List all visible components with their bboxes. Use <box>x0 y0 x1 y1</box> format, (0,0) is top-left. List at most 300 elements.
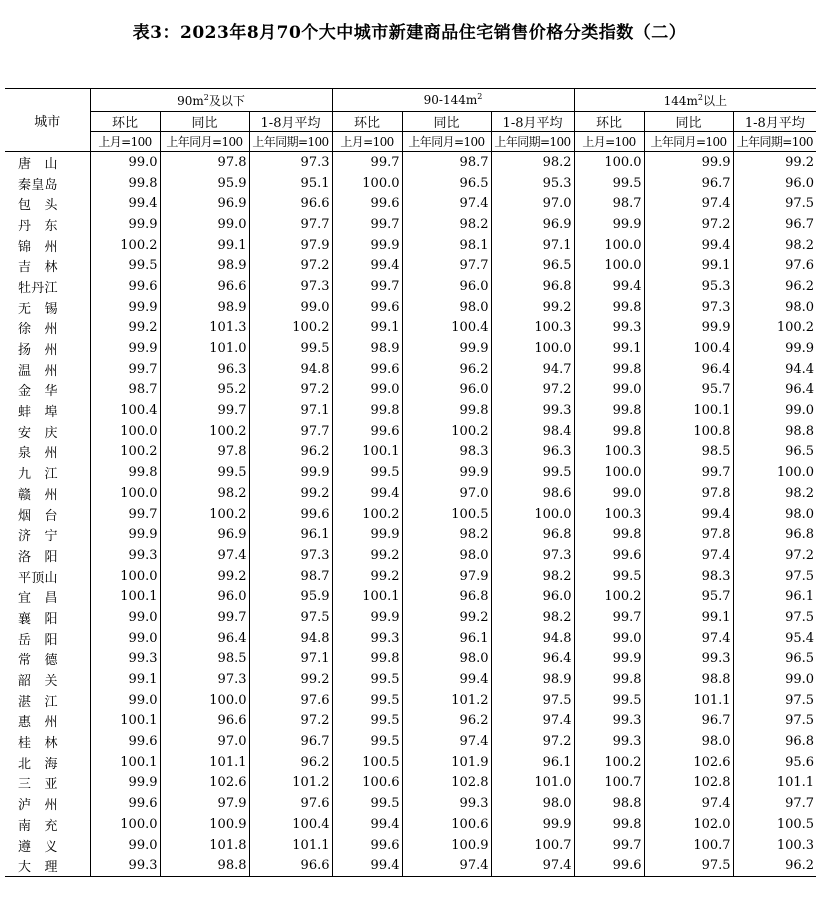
index-value: 99.6 <box>90 731 160 752</box>
city-name: 蚌埠 <box>18 405 58 421</box>
index-value: 99.9 <box>644 318 733 339</box>
index-value: 100.9 <box>402 835 491 856</box>
index-value: 96.0 <box>491 586 574 607</box>
metric-header: 1-8月平均 <box>733 112 816 132</box>
index-value: 97.5 <box>733 566 816 587</box>
index-value: 99.7 <box>90 504 160 525</box>
index-value: 96.9 <box>160 193 249 214</box>
index-value: 99.2 <box>249 483 332 504</box>
table-row <box>5 793 816 814</box>
index-value: 100.0 <box>574 235 644 256</box>
group-header-medium <box>332 89 574 112</box>
index-value: 99.9 <box>90 773 160 794</box>
index-value: 99.7 <box>644 462 733 483</box>
city-name: 赣州 <box>18 487 58 503</box>
index-value: 99.5 <box>90 255 160 276</box>
index-value: 96.6 <box>249 855 332 876</box>
index-value: 99.9 <box>90 297 160 318</box>
city-name: 秦皇岛 <box>18 177 58 193</box>
index-value: 99.3 <box>574 711 644 732</box>
index-value: 97.3 <box>160 669 249 690</box>
table-row <box>5 400 816 421</box>
index-value: 99.0 <box>90 835 160 856</box>
index-value: 100.6 <box>332 773 402 794</box>
index-value: 96.0 <box>160 586 249 607</box>
index-value: 102.0 <box>644 814 733 835</box>
index-value: 99.6 <box>332 297 402 318</box>
index-value: 99.2 <box>733 152 816 173</box>
city-name: 安庆 <box>18 425 58 441</box>
city-name: 岳阳 <box>18 632 58 648</box>
index-value: 99.5 <box>574 173 644 194</box>
index-value: 99.4 <box>644 235 733 256</box>
table-row <box>5 607 816 628</box>
index-value: 99.3 <box>90 545 160 566</box>
group-sup: 2 <box>477 92 483 101</box>
index-value: 102.6 <box>644 752 733 773</box>
index-value: 98.7 <box>574 193 644 214</box>
index-value: 98.9 <box>332 338 402 359</box>
index-value: 99.4 <box>90 193 160 214</box>
index-value: 97.4 <box>402 855 491 876</box>
index-value: 96.9 <box>491 214 574 235</box>
index-value: 97.7 <box>733 793 816 814</box>
base-header: 上年同月=100 <box>160 132 249 152</box>
index-value: 96.1 <box>733 586 816 607</box>
city-name: 丹东 <box>18 218 58 234</box>
city-name: 无锡 <box>18 301 58 317</box>
city-name: 平顶山 <box>18 570 58 586</box>
base-header: 上年同期=100 <box>733 132 816 152</box>
city-name: 锦州 <box>18 239 58 255</box>
index-value: 99.9 <box>574 214 644 235</box>
index-value: 99.0 <box>90 152 160 173</box>
index-value: 96.6 <box>249 193 332 214</box>
index-value: 99.0 <box>90 628 160 649</box>
index-value: 99.0 <box>733 669 816 690</box>
index-value: 99.2 <box>332 566 402 587</box>
table-row <box>5 193 816 214</box>
table-row <box>5 855 816 876</box>
index-value: 99.0 <box>90 607 160 628</box>
index-value: 100.7 <box>574 773 644 794</box>
index-value: 100.3 <box>574 442 644 463</box>
index-value: 95.4 <box>733 628 816 649</box>
index-value: 99.2 <box>160 566 249 587</box>
group-header-large <box>574 89 816 112</box>
city-name: 宜昌 <box>18 591 58 607</box>
index-value: 97.4 <box>644 545 733 566</box>
index-value: 97.6 <box>249 793 332 814</box>
group-sup: 2 <box>203 92 209 102</box>
index-value: 99.8 <box>332 400 402 421</box>
index-value: 96.2 <box>402 711 491 732</box>
index-value: 96.5 <box>733 442 816 463</box>
index-value: 99.7 <box>160 400 249 421</box>
table-row <box>5 173 816 194</box>
index-value: 99.6 <box>332 359 402 380</box>
metric-header: 1-8月平均 <box>491 112 574 132</box>
index-value: 99.6 <box>332 835 402 856</box>
city-name: 吉林 <box>18 260 58 276</box>
table-row <box>5 773 816 794</box>
index-value: 99.8 <box>574 421 644 442</box>
table-row <box>5 669 816 690</box>
index-value: 99.7 <box>574 835 644 856</box>
index-value: 98.8 <box>160 855 249 876</box>
index-value: 99.0 <box>733 400 816 421</box>
index-value: 99.4 <box>332 814 402 835</box>
index-value: 98.0 <box>402 649 491 670</box>
index-value: 97.4 <box>402 731 491 752</box>
index-value: 98.2 <box>491 566 574 587</box>
table-row <box>5 504 816 525</box>
index-value: 98.1 <box>402 235 491 256</box>
table-body <box>5 152 816 877</box>
index-value: 99.7 <box>332 152 402 173</box>
index-value: 96.2 <box>249 752 332 773</box>
index-value: 96.7 <box>644 711 733 732</box>
index-value: 100.5 <box>402 504 491 525</box>
index-value: 99.3 <box>574 318 644 339</box>
metric-header: 同比 <box>160 112 249 132</box>
index-value: 99.0 <box>249 297 332 318</box>
index-value: 100.0 <box>160 690 249 711</box>
index-value: 96.8 <box>491 276 574 297</box>
index-value: 98.9 <box>160 255 249 276</box>
index-value: 99.9 <box>90 338 160 359</box>
index-value: 97.1 <box>491 235 574 256</box>
index-value: 99.3 <box>90 649 160 670</box>
index-value: 99.2 <box>249 669 332 690</box>
city-name: 洛阳 <box>18 549 58 565</box>
index-value: 97.1 <box>249 400 332 421</box>
index-value: 99.9 <box>249 462 332 483</box>
index-value: 97.3 <box>644 297 733 318</box>
index-value: 96.0 <box>402 276 491 297</box>
index-value: 97.7 <box>249 214 332 235</box>
index-value: 97.4 <box>160 545 249 566</box>
index-value: 97.8 <box>160 152 249 173</box>
index-value: 96.9 <box>160 524 249 545</box>
index-value: 98.2 <box>402 214 491 235</box>
index-value: 98.0 <box>402 297 491 318</box>
table-row <box>5 524 816 545</box>
index-value: 100.5 <box>332 752 402 773</box>
index-value: 99.8 <box>574 400 644 421</box>
index-value: 98.8 <box>733 421 816 442</box>
index-value: 99.8 <box>574 359 644 380</box>
index-value: 95.7 <box>644 586 733 607</box>
city-name: 包头 <box>18 198 58 214</box>
city-name: 湛江 <box>18 694 58 710</box>
index-value: 100.3 <box>574 504 644 525</box>
index-value: 96.8 <box>491 524 574 545</box>
table-row <box>5 235 816 256</box>
index-value: 101.0 <box>160 338 249 359</box>
index-value: 101.9 <box>402 752 491 773</box>
index-value: 95.3 <box>644 276 733 297</box>
metric-header: 环比 <box>574 112 644 132</box>
index-value: 99.0 <box>574 380 644 401</box>
index-value: 100.2 <box>733 318 816 339</box>
index-value: 96.1 <box>491 752 574 773</box>
index-value: 96.5 <box>491 255 574 276</box>
base-header: 上月=100 <box>90 132 160 152</box>
index-value: 96.4 <box>160 628 249 649</box>
index-value: 99.8 <box>574 669 644 690</box>
city-name: 大理 <box>5 855 90 876</box>
table-row <box>5 649 816 670</box>
index-value: 97.2 <box>249 711 332 732</box>
index-value: 98.2 <box>733 235 816 256</box>
index-value: 97.4 <box>644 193 733 214</box>
index-value: 97.7 <box>402 255 491 276</box>
group-suffix: 及以下 <box>208 93 245 108</box>
index-value: 100.4 <box>249 814 332 835</box>
index-value: 99.5 <box>491 462 574 483</box>
city-name: 牡丹江 <box>18 280 58 296</box>
index-value: 99.7 <box>332 276 402 297</box>
index-value: 99.9 <box>90 524 160 545</box>
index-value: 100.1 <box>332 442 402 463</box>
index-value: 96.1 <box>402 628 491 649</box>
index-value: 99.2 <box>332 545 402 566</box>
table-row <box>5 752 816 773</box>
index-value: 100.0 <box>574 255 644 276</box>
index-value: 99.4 <box>332 855 402 876</box>
index-value: 98.0 <box>644 731 733 752</box>
table-row <box>5 731 816 752</box>
group-suffix: 以上 <box>702 93 727 108</box>
index-value: 99.3 <box>574 731 644 752</box>
index-value: 100.0 <box>90 421 160 442</box>
city-name: 泸州 <box>18 798 58 814</box>
index-value: 99.4 <box>332 483 402 504</box>
index-value: 96.0 <box>733 173 816 194</box>
index-value: 99.9 <box>644 152 733 173</box>
index-value: 98.2 <box>402 524 491 545</box>
index-value: 101.1 <box>160 752 249 773</box>
index-value: 99.6 <box>332 193 402 214</box>
index-value: 99.9 <box>402 338 491 359</box>
index-value: 94.4 <box>733 359 816 380</box>
table-row <box>5 380 816 401</box>
index-value: 97.2 <box>491 731 574 752</box>
index-value: 97.4 <box>644 793 733 814</box>
table-row <box>5 545 816 566</box>
index-value: 99.1 <box>644 607 733 628</box>
metric-header: 同比 <box>402 112 491 132</box>
index-value: 99.5 <box>574 566 644 587</box>
index-value: 96.4 <box>491 649 574 670</box>
index-value: 100.8 <box>644 421 733 442</box>
index-value: 100.0 <box>90 814 160 835</box>
table-row <box>5 566 816 587</box>
index-value: 99.9 <box>574 649 644 670</box>
index-value: 99.6 <box>574 855 644 876</box>
metric-header: 环比 <box>90 112 160 132</box>
index-value: 97.3 <box>249 152 332 173</box>
base-header: 上年同月=100 <box>402 132 491 152</box>
index-value: 97.2 <box>733 545 816 566</box>
index-value: 98.7 <box>90 380 160 401</box>
table-row <box>5 421 816 442</box>
index-value: 99.6 <box>332 421 402 442</box>
index-value: 98.5 <box>160 649 249 670</box>
index-value: 99.4 <box>332 255 402 276</box>
index-value: 100.5 <box>733 814 816 835</box>
index-value: 100.1 <box>90 711 160 732</box>
index-value: 97.6 <box>249 690 332 711</box>
index-value: 100.0 <box>90 483 160 504</box>
index-value: 100.2 <box>249 318 332 339</box>
index-value: 100.9 <box>160 814 249 835</box>
index-value: 100.0 <box>491 338 574 359</box>
index-value: 97.7 <box>249 421 332 442</box>
index-value: 96.7 <box>249 731 332 752</box>
index-value: 99.6 <box>249 504 332 525</box>
index-value: 97.3 <box>249 276 332 297</box>
index-value: 101.1 <box>249 835 332 856</box>
index-value: 98.0 <box>402 545 491 566</box>
city-name: 金华 <box>18 384 58 400</box>
index-value: 97.9 <box>160 793 249 814</box>
index-value: 95.3 <box>491 173 574 194</box>
index-value: 97.3 <box>249 545 332 566</box>
index-value: 96.3 <box>491 442 574 463</box>
index-value: 99.5 <box>332 462 402 483</box>
table-row <box>5 483 816 504</box>
index-value: 94.8 <box>249 359 332 380</box>
index-value: 98.0 <box>733 297 816 318</box>
index-value: 100.7 <box>491 835 574 856</box>
index-value: 98.3 <box>644 566 733 587</box>
index-value: 99.9 <box>491 814 574 835</box>
city-name: 韶关 <box>18 674 58 690</box>
city-name: 扬州 <box>18 343 58 359</box>
index-value: 99.7 <box>574 607 644 628</box>
index-value: 102.8 <box>402 773 491 794</box>
index-value: 97.5 <box>644 855 733 876</box>
index-value: 99.3 <box>332 628 402 649</box>
page-title: 表3：2023年8月70个大中城市新建商品住宅销售价格分类指数（二） <box>132 23 687 43</box>
table-row <box>5 586 816 607</box>
index-value: 99.6 <box>90 276 160 297</box>
table-row <box>5 255 816 276</box>
index-value: 96.2 <box>402 359 491 380</box>
index-value: 99.0 <box>332 380 402 401</box>
table-row <box>5 359 816 380</box>
index-value: 99.5 <box>160 462 249 483</box>
index-value: 100.4 <box>402 318 491 339</box>
index-value: 99.6 <box>90 793 160 814</box>
index-value: 99.8 <box>574 297 644 318</box>
index-value: 99.5 <box>574 690 644 711</box>
index-value: 99.3 <box>644 649 733 670</box>
index-value: 95.9 <box>249 586 332 607</box>
index-value: 100.2 <box>402 421 491 442</box>
table-row <box>5 628 816 649</box>
index-value: 98.9 <box>491 669 574 690</box>
index-value: 100.2 <box>160 421 249 442</box>
index-value: 97.4 <box>402 193 491 214</box>
table-row <box>5 338 816 359</box>
index-value: 97.0 <box>402 483 491 504</box>
index-value: 99.8 <box>574 814 644 835</box>
index-value: 97.3 <box>491 545 574 566</box>
index-value: 99.9 <box>402 462 491 483</box>
index-value: 99.0 <box>574 628 644 649</box>
index-value: 98.6 <box>491 483 574 504</box>
index-value: 99.2 <box>90 318 160 339</box>
city-name: 烟台 <box>18 508 58 524</box>
index-value: 101.2 <box>402 690 491 711</box>
index-value: 97.4 <box>644 628 733 649</box>
index-value: 97.8 <box>160 442 249 463</box>
index-value: 97.4 <box>491 855 574 876</box>
index-value: 99.9 <box>90 214 160 235</box>
index-value: 99.8 <box>90 173 160 194</box>
city-name: 襄阳 <box>18 611 58 627</box>
index-value: 97.9 <box>402 566 491 587</box>
city-name: 徐州 <box>18 322 58 338</box>
index-value: 98.9 <box>160 297 249 318</box>
index-value: 96.2 <box>249 442 332 463</box>
index-value: 97.2 <box>644 214 733 235</box>
index-value: 96.2 <box>733 855 816 876</box>
index-value: 97.5 <box>733 711 816 732</box>
base-header: 上月=100 <box>332 132 402 152</box>
index-value: 99.5 <box>332 731 402 752</box>
index-value: 100.2 <box>332 504 402 525</box>
index-value: 101.0 <box>491 773 574 794</box>
table-row <box>5 276 816 297</box>
index-value: 100.7 <box>644 835 733 856</box>
index-value: 99.7 <box>332 214 402 235</box>
base-header: 上年同期=100 <box>491 132 574 152</box>
index-value: 98.2 <box>733 483 816 504</box>
base-header: 上年同期=100 <box>249 132 332 152</box>
index-value: 96.6 <box>160 711 249 732</box>
index-value: 99.1 <box>160 235 249 256</box>
index-value: 99.1 <box>90 669 160 690</box>
city-name: 三亚 <box>18 777 58 793</box>
index-value: 101.3 <box>160 318 249 339</box>
index-value: 99.5 <box>332 669 402 690</box>
index-value: 100.4 <box>644 338 733 359</box>
index-value: 100.1 <box>644 400 733 421</box>
city-name: 温州 <box>18 363 58 379</box>
index-value: 98.3 <box>402 442 491 463</box>
table-row <box>5 690 816 711</box>
index-value: 98.5 <box>644 442 733 463</box>
metric-header: 1-8月平均 <box>249 112 332 132</box>
index-value: 99.4 <box>402 669 491 690</box>
index-value: 98.7 <box>402 152 491 173</box>
table-row <box>5 462 816 483</box>
index-value: 97.9 <box>249 235 332 256</box>
index-value: 99.1 <box>574 338 644 359</box>
index-value: 96.0 <box>402 380 491 401</box>
index-value: 102.8 <box>644 773 733 794</box>
index-value: 99.8 <box>90 462 160 483</box>
index-value: 96.8 <box>733 731 816 752</box>
index-value: 97.5 <box>491 690 574 711</box>
index-value: 98.8 <box>644 669 733 690</box>
index-value: 101.2 <box>249 773 332 794</box>
index-value: 99.5 <box>249 338 332 359</box>
